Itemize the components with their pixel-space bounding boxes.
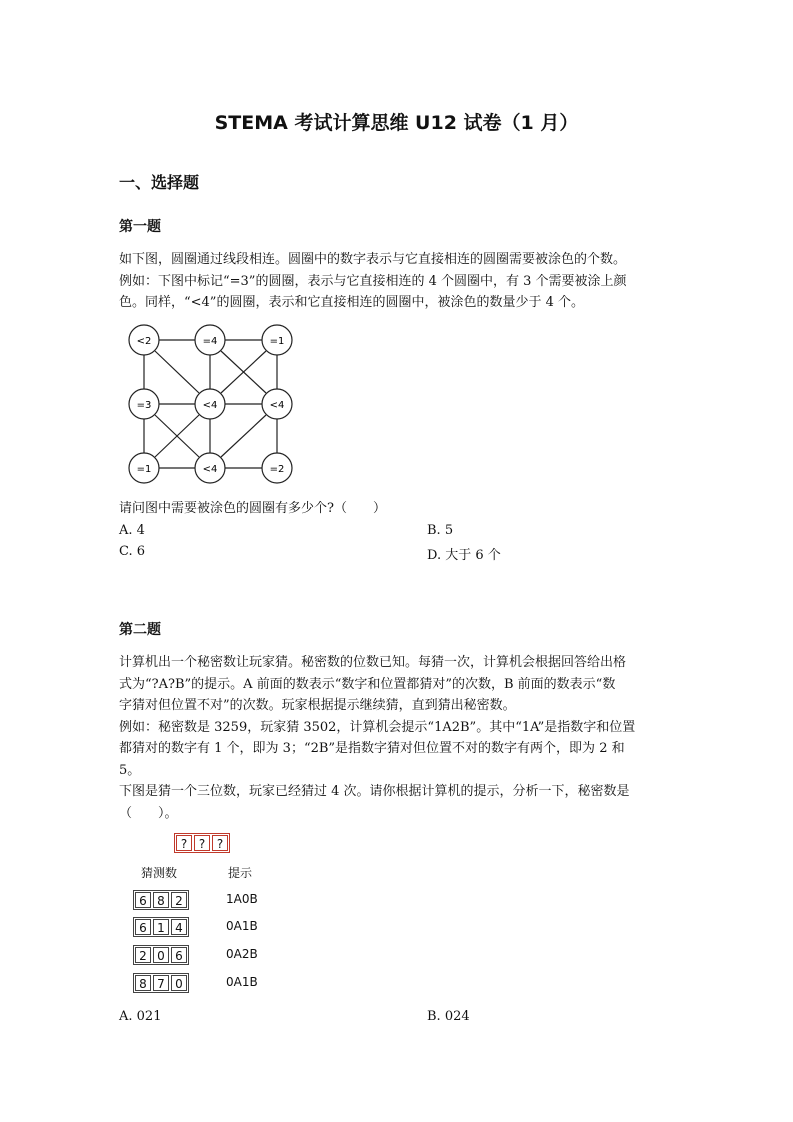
graph-node <box>195 325 225 355</box>
guess-hint: 0A2B <box>226 947 258 961</box>
guess-hint: 1A0B <box>226 892 258 906</box>
svg-text:=4: =4 <box>202 336 218 347</box>
guess-row <box>133 917 189 937</box>
q1-option-b[interactable]: B. 5 <box>427 523 454 538</box>
q2-line-5: 都猜对的数字有 1 个，即为 3；“2B”是指数字猜对但位置不对的数字有两个，即为 2 和 <box>119 741 625 756</box>
q2-line-7: 下图是猜一个三位数，玩家已经猜过 4 次。请你根据计算机的提示，分析一下，秘密数是 <box>119 784 630 799</box>
q1-option-c[interactable]: C. 6 <box>119 544 146 559</box>
q2-line-8: （ ）。 <box>119 805 178 821</box>
guess-digit: 1 <box>153 919 169 935</box>
svg-text:<4: <4 <box>202 400 218 411</box>
graph-node <box>262 389 292 419</box>
q2-description <box>119 652 679 824</box>
q2-line-2: 式为“?A?B”的提示。A 前面的数表示“数字和位置都猜对”的次数，B 前面的数表示“数 <box>119 676 616 692</box>
secret-number-box <box>174 833 230 853</box>
guess-digit: 8 <box>153 892 169 908</box>
q1-heading: 第一题 <box>119 219 161 235</box>
graph-node <box>129 325 159 355</box>
guess-digit: 7 <box>153 975 169 991</box>
graph-node <box>262 325 292 355</box>
svg-text:=2: =2 <box>269 464 285 475</box>
q2-line-3: 字猜对但位置不对”的次数。玩家根据提示继续猜，直到猜出秘密数。 <box>119 698 516 713</box>
guess-digits <box>133 945 189 965</box>
circle-graph-diagram <box>118 318 308 488</box>
q2-heading: 第二题 <box>119 622 161 638</box>
guess-digit: 0 <box>153 947 169 963</box>
svg-text:=1: =1 <box>269 336 285 347</box>
q1-line-1: 如下图，圆圈通过线段相连。圆圈中的数字表示与它直接相连的圆圈需要被涂色的个数。 <box>119 252 627 267</box>
document-title: STEMA 考试计算思维 U12 试卷（1 月） <box>214 112 579 134</box>
hint-column-header: 提示 <box>228 866 253 880</box>
q1-question: 请问图中需要被涂色的圆圈有多少个?（ ） <box>119 501 386 516</box>
guess-digits <box>133 890 189 910</box>
guess-digit: 6 <box>135 892 151 908</box>
guess-digit: 2 <box>171 892 187 908</box>
guess-digit: 0 <box>171 975 187 991</box>
svg-text:<4: <4 <box>269 400 285 411</box>
guess-digit: 6 <box>171 947 187 963</box>
graph-node <box>129 453 159 483</box>
q1-line-3: 色。同样，“<4”的圆圈，表示和它直接相连的圆圈中，被涂色的数量少于 4 个。 <box>119 295 584 310</box>
guess-digit: 4 <box>171 919 187 935</box>
secret-digit: ? <box>212 835 228 851</box>
svg-text:<4: <4 <box>202 464 218 475</box>
q1-option-d[interactable]: D. 大于 6 个 <box>427 548 501 563</box>
guess-row <box>133 890 189 910</box>
q2-option-b[interactable]: B. 024 <box>427 1009 470 1024</box>
guess-hint: 0A1B <box>226 919 258 933</box>
guess-row <box>133 973 189 993</box>
guess-digits <box>133 917 189 937</box>
section-heading-choice: 一、选择题 <box>119 173 200 192</box>
guess-digit: 8 <box>135 975 151 991</box>
guess-digits <box>133 973 189 993</box>
q2-option-a[interactable]: A. 021 <box>119 1009 162 1024</box>
graph-nodes <box>129 325 292 483</box>
q1-line-2: 例如：下图中标记“=3”的圆圈，表示与它直接相连的 4 个圆圈中，有 3 个需要被涂上颜 <box>119 273 627 289</box>
graph-node <box>195 389 225 419</box>
secret-digit: ? <box>194 835 210 851</box>
secret-digit: ? <box>176 835 192 851</box>
guess-digit: 6 <box>135 919 151 935</box>
q2-line-4: 例如：秘密数是 3259，玩家猜 3502，计算机会提示“1A2B”。其中“1A”是指数字和位置 <box>119 719 636 735</box>
svg-text:<2: <2 <box>136 336 152 347</box>
q2-line-1: 计算机出一个秘密数让玩家猜。秘密数的位数已知。每猜一次，计算机会根据回答给出格 <box>119 655 627 670</box>
q2-line-6: 5。 <box>119 762 141 778</box>
graph-node <box>262 453 292 483</box>
guess-row <box>133 945 189 965</box>
q1-description <box>119 249 679 314</box>
graph-node <box>129 389 159 419</box>
svg-text:=3: =3 <box>136 400 152 411</box>
guess-hint: 0A1B <box>226 975 258 989</box>
q1-option-a[interactable]: A. 4 <box>119 523 145 538</box>
guess-digit: 2 <box>135 947 151 963</box>
guess-column-header: 猜测数 <box>141 866 178 880</box>
svg-text:=1: =1 <box>136 464 152 475</box>
graph-node <box>195 453 225 483</box>
